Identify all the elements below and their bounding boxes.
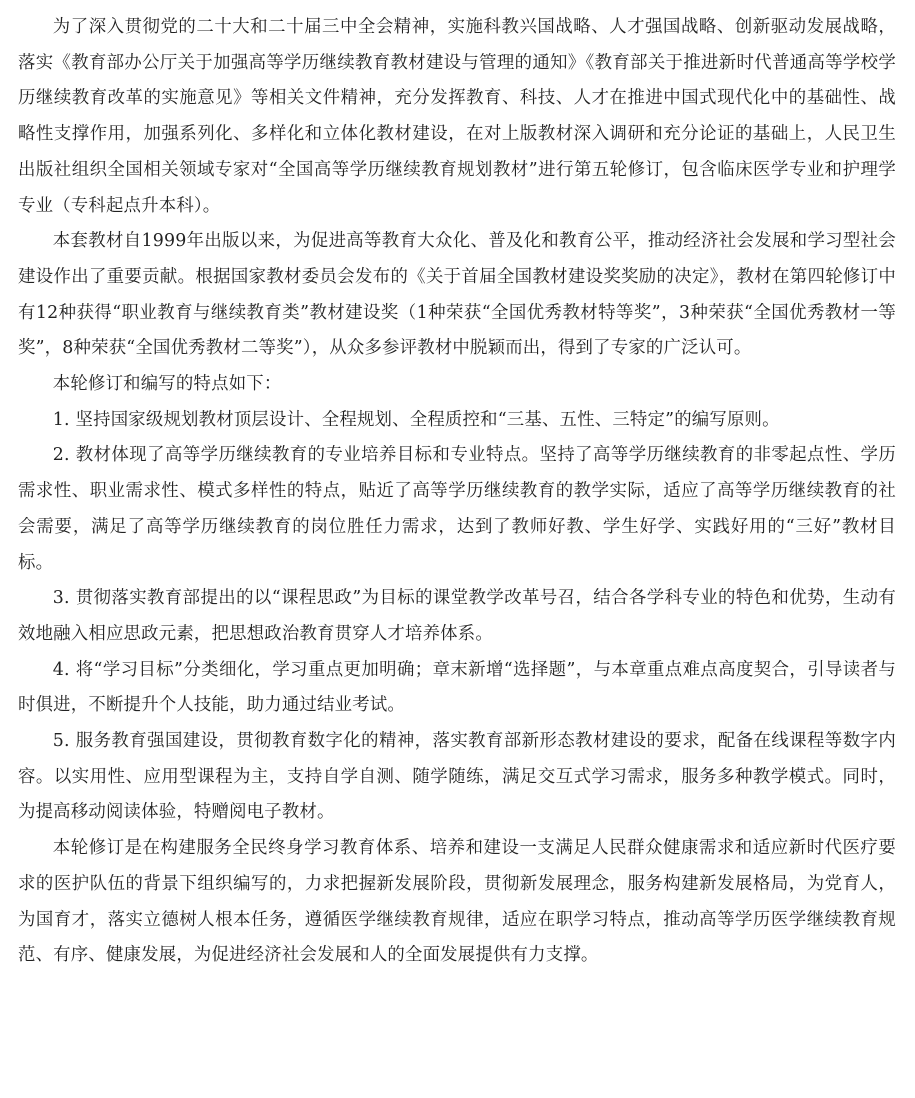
paragraph-intro: 为了深入贯彻党的二十大和二十届三中全会精神，实施科教兴国战略、人才强国战略、创新驱动发展战略，落实《教育部办公厅关于加强高等学历继续教育教材建设与管理的通知》《教育部关于推进新时代普通高等学校学历继续教育改革的实施意见》等相关文件精神，充分发挥教育、科技、人才在推进中国式现代化中的基础性、战略性支撑作用，加强系列化、多样化和立体化教材建设，在对上版教材深入调研和充分论证的基础上，人民卫生出版社组织全国相关领域专家对“全国高等学历继续教育规划教材”进行第五轮修订，包含临床医学专业和护理学专业（专科起点升本科）。 — [18, 17, 896, 216]
paragraph-feature-5: 5. 服务教育强国建设，贯彻教育数字化的精神，落实教育部新形态教材建设的要求，配备在线课程等数字内容。以实用性、应用型课程为主，支持自学自测、随学随练，满足交互式学习需求，服务多种教学模式。同时，为提高移动阅读体验，特赠阅电子教材。 — [18, 731, 896, 823]
paragraph-conclusion: 本轮修订是在构建服务全民终身学习教育体系、培养和建设一支满足人民群众健康需求和适应新时代医疗要求的医护队伍的背景下组织编写的，力求把握新发展阶段，贯彻新发展理念，服务构建新发展格局，为党育人，为国育才，落实立德树人根本任务，遵循医学继续教育规律，适应在职学习特点，推动高等学历医学继续教育规范、有序、健康发展，为促进经济社会发展和人的全面发展提供有力支撑。 — [18, 838, 896, 966]
paragraph-feature-3: 3. 贯彻落实教育部提出的以“课程思政”为目标的课堂教学改革号召，结合各学科专业的特色和优势，生动有效地融入相应思政元素，把思想政治教育贯穿人才培养体系。 — [18, 588, 896, 644]
document-body — [18, 10, 896, 974]
paragraph-history: 本套教材自1999年出版以来，为促进高等教育大众化、普及化和教育公平，推动经济社会发展和学习型社会建设作出了重要贡献。根据国家教材委员会发布的《关于首届全国教材建设奖奖励的决定》，教材在第四轮修订中有12种获得“职业教育与继续教育类”教材建设奖（1种荣获“全国优秀教材特等奖”，3种荣获“全国优秀教材一等奖”，8种荣获“全国优秀教材二等奖”），从众多参评教材中脱颖而出，得到了专家的广泛认可。 — [18, 231, 896, 359]
paragraph-feature-2: 2. 教材体现了高等学历继续教育的专业培养目标和专业特点。坚持了高等学历继续教育的非零起点性、学历需求性、职业需求性、模式多样性的特点，贴近了高等学历继续教育的教学实际，适应了高等学历继续教育的社会需要，满足了高等学历继续教育的岗位胜任力需求，达到了教师好教、学生好学、实践好用的“三好”教材目标。 — [18, 445, 896, 573]
paragraph-feature-4: 4. 将“学习目标”分类细化，学习重点更加明确；章末新增“选择题”，与本章重点难点高度契合，引导读者与时俱进，不断提升个人技能，助力通过结业考试。 — [18, 659, 896, 716]
paragraph-feature-1: 1. 坚持国家级规划教材顶层设计、全程规划、全程质控和“三基、五性、三特定”的编写原则。 — [52, 409, 780, 430]
paragraph-features-heading: 本轮修订和编写的特点如下： — [52, 374, 282, 395]
